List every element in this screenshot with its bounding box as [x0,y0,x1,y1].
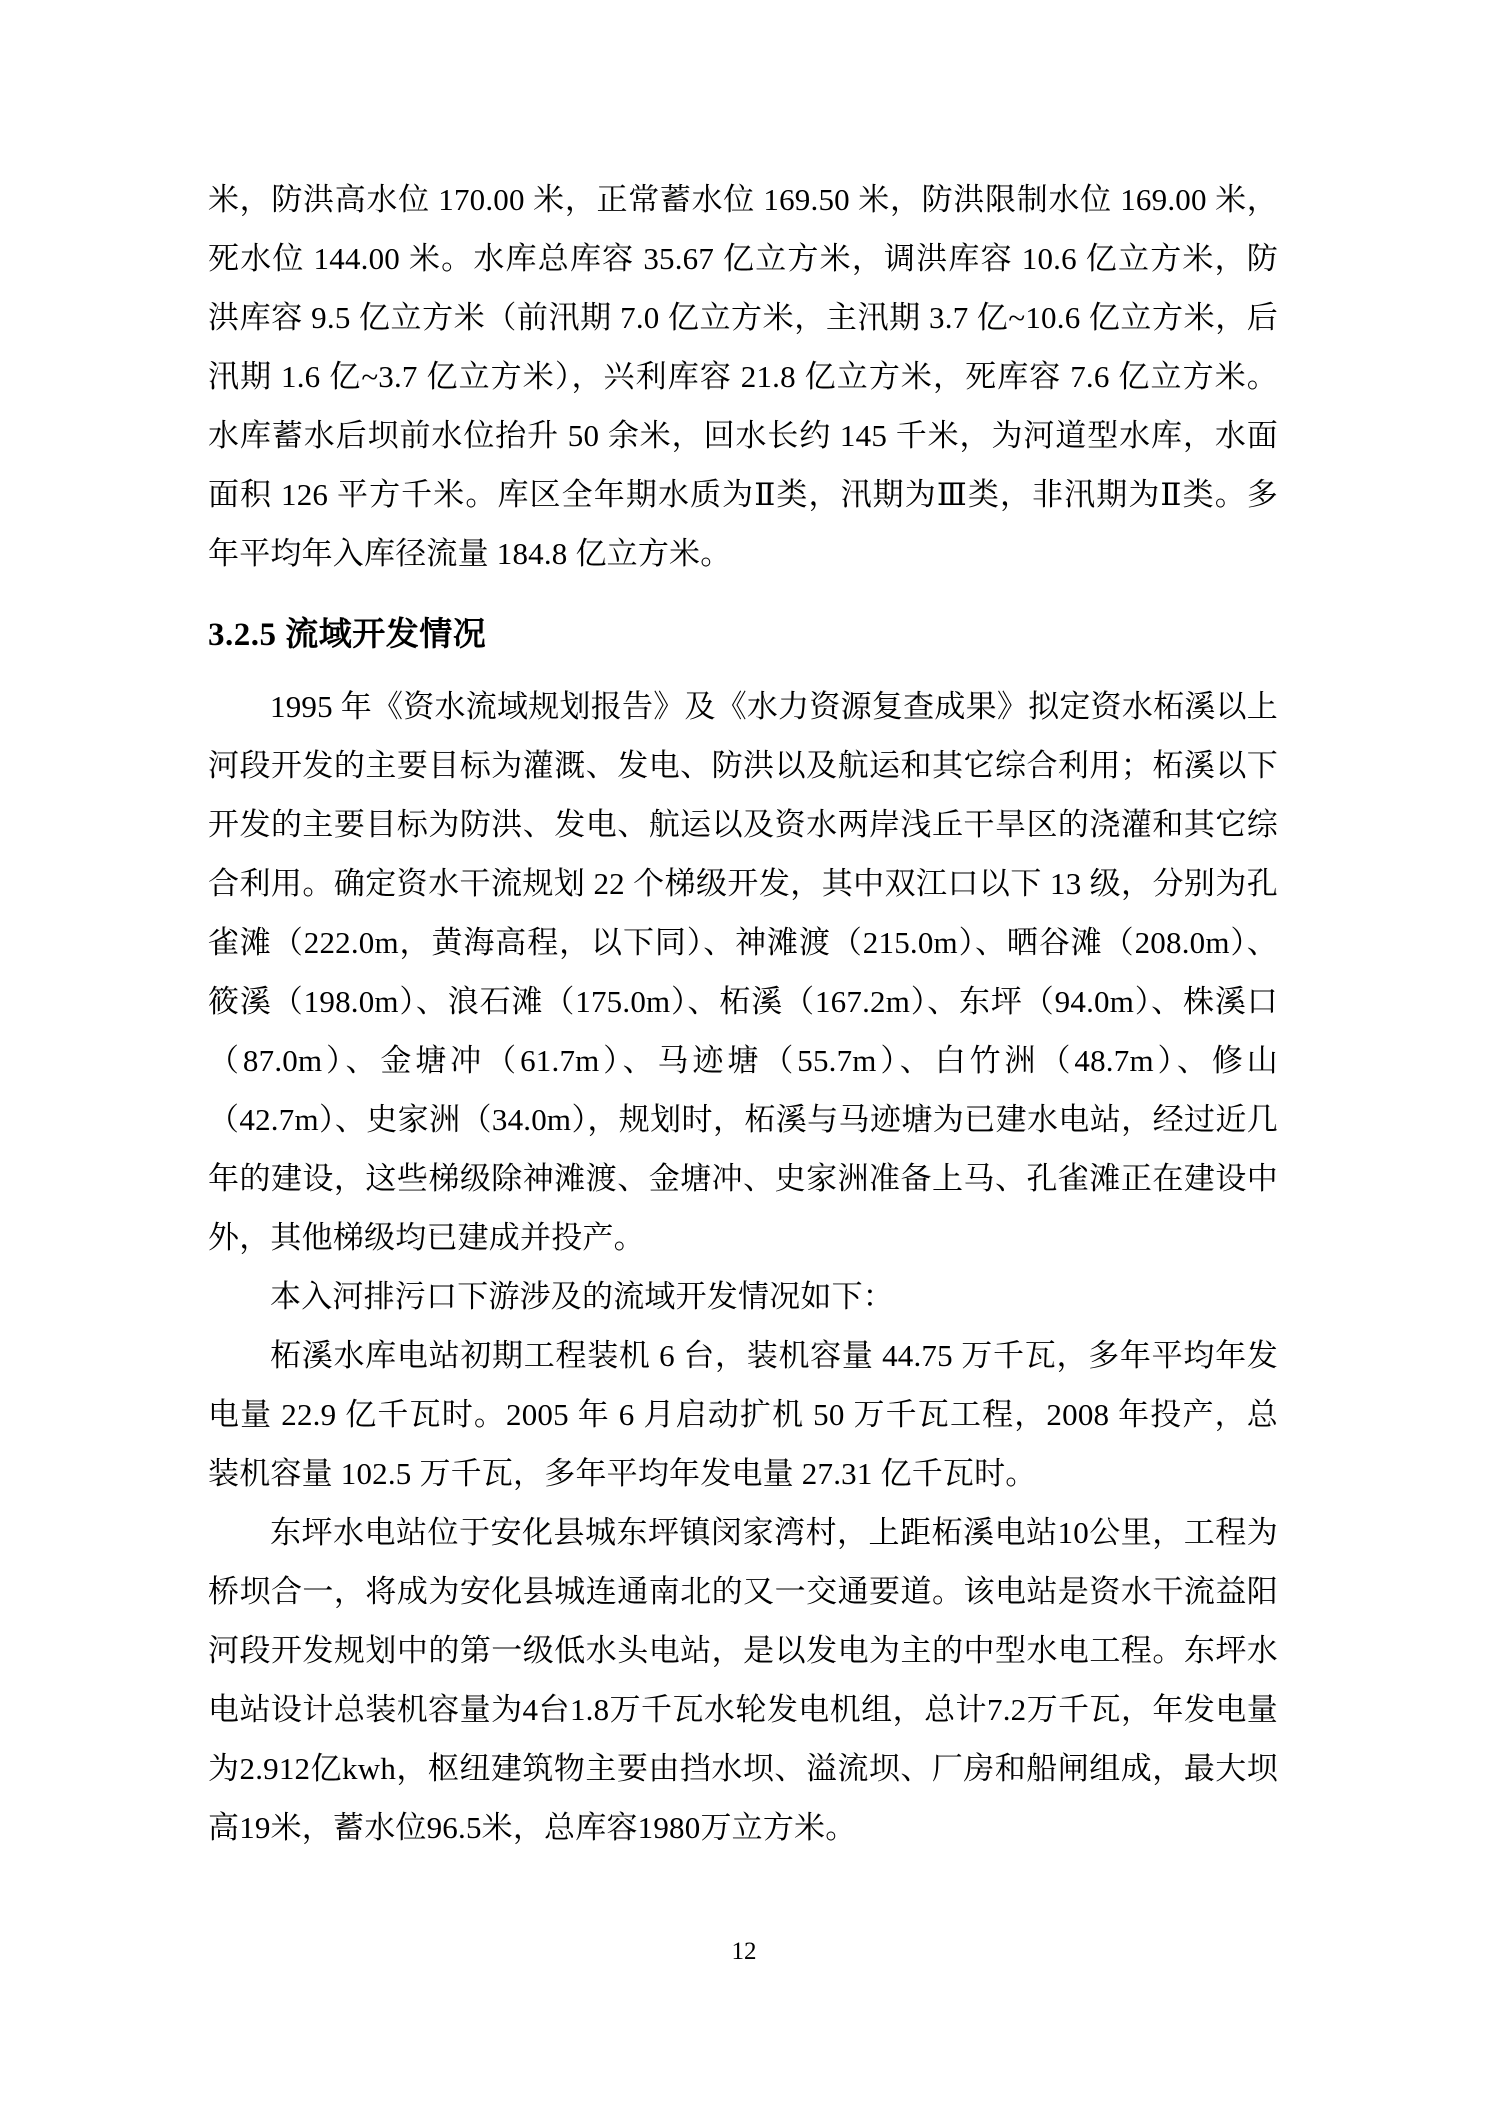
paragraph-zhexi-station: 柘溪水库电站初期工程装机 6 台，装机容量 44.75 万千瓦，多年平均年发电量 22.9 亿千瓦时。2005 年 6 月启动扩机 50 万千瓦工程，2008 年投产，总装机容量 102.5 万千瓦，多年平均年发电量 27.31 亿千瓦时。 [208,1338,1278,1491]
page-content [208,170,1278,1857]
page-number: 12 [731,1938,757,1965]
section-heading-3-2-5: 3.2.5 流域开发情况 [208,617,487,653]
paragraph-dongping-station: 东坪水电站位于安化县城东坪镇闵家湾村，上距柘溪电站10公里，工程为桥坝合一，将成为安化县城连通南北的又一交通要道。该电站是资水干流益阳河段开发规划中的第一级低水头电站，是以发电为主的中型水电工程。东坪水电站设计总装机容量为4台1.8万千瓦水轮发电机组，总计7.2万千瓦，年发电量为2.912亿kwh，枢纽建筑物主要由挡水坝、溢流坝、厂房和船闸组成，最大坝高19米，蓄水位96.5米，总库容1980万立方米。 [208,1515,1278,1845]
paragraph-downstream-intro: 本入河排污口下游涉及的流域开发情况如下： [270,1279,894,1314]
paragraph-reservoir-specs: 米，防洪高水位 170.00 米，正常蓄水位 169.50 米，防洪限制水位 169.00 米，死水位 144.00 米。水库总库容 35.67 亿立方米，调洪库容 10.6 亿立方米，防洪库容 9.5 亿立方米（前汛期 7.0 亿立方米，主汛期 3.7 亿~10.6 亿立方米，后汛期 1.6 亿~3.7 亿立方米），兴利库容 21.8 亿立方米，死库容 7.6 亿立方米。水库蓄水后坝前水位抬升 50 余米，回水长约 145 千米，为河道型水库，水面面积 126 平方千米。库区全年期水质为Ⅱ类，汛期为Ⅲ类，非汛期为Ⅱ类。多年平均年入库径流量 184.8 亿立方米。 [208,182,1278,571]
paragraph-basin-planning: 1995 年《资水流域规划报告》及《水力资源复查成果》拟定资水柘溪以上河段开发的主要目标为灌溉、发电、防洪以及航运和其它综合利用；柘溪以下开发的主要目标为防洪、发电、航运以及资水两岸浅丘干旱区的浇灌和其它综合利用。确定资水干流规划 22 个梯级开发，其中双江口以下 13 级，分别为孔雀滩（222.0m，黄海高程，以下同）、神滩渡（215.0m）、晒谷滩（208.0m）、筱溪（198.0m）、浪石滩（175.0m）、柘溪（167.2m）、东坪（94.0m）、株溪口（87.0m）、金塘冲（61.7m）、马迹塘（55.7m）、白竹洲（48.7m）、修山（42.7m）、史家洲（34.0m），规划时，柘溪与马迹塘为已建水电站，经过近几年的建设，这些梯级除神滩渡、金塘冲、史家洲准备上马、孔雀滩正在建设中外，其他梯级均已建成并投产。 [208,689,1278,1255]
